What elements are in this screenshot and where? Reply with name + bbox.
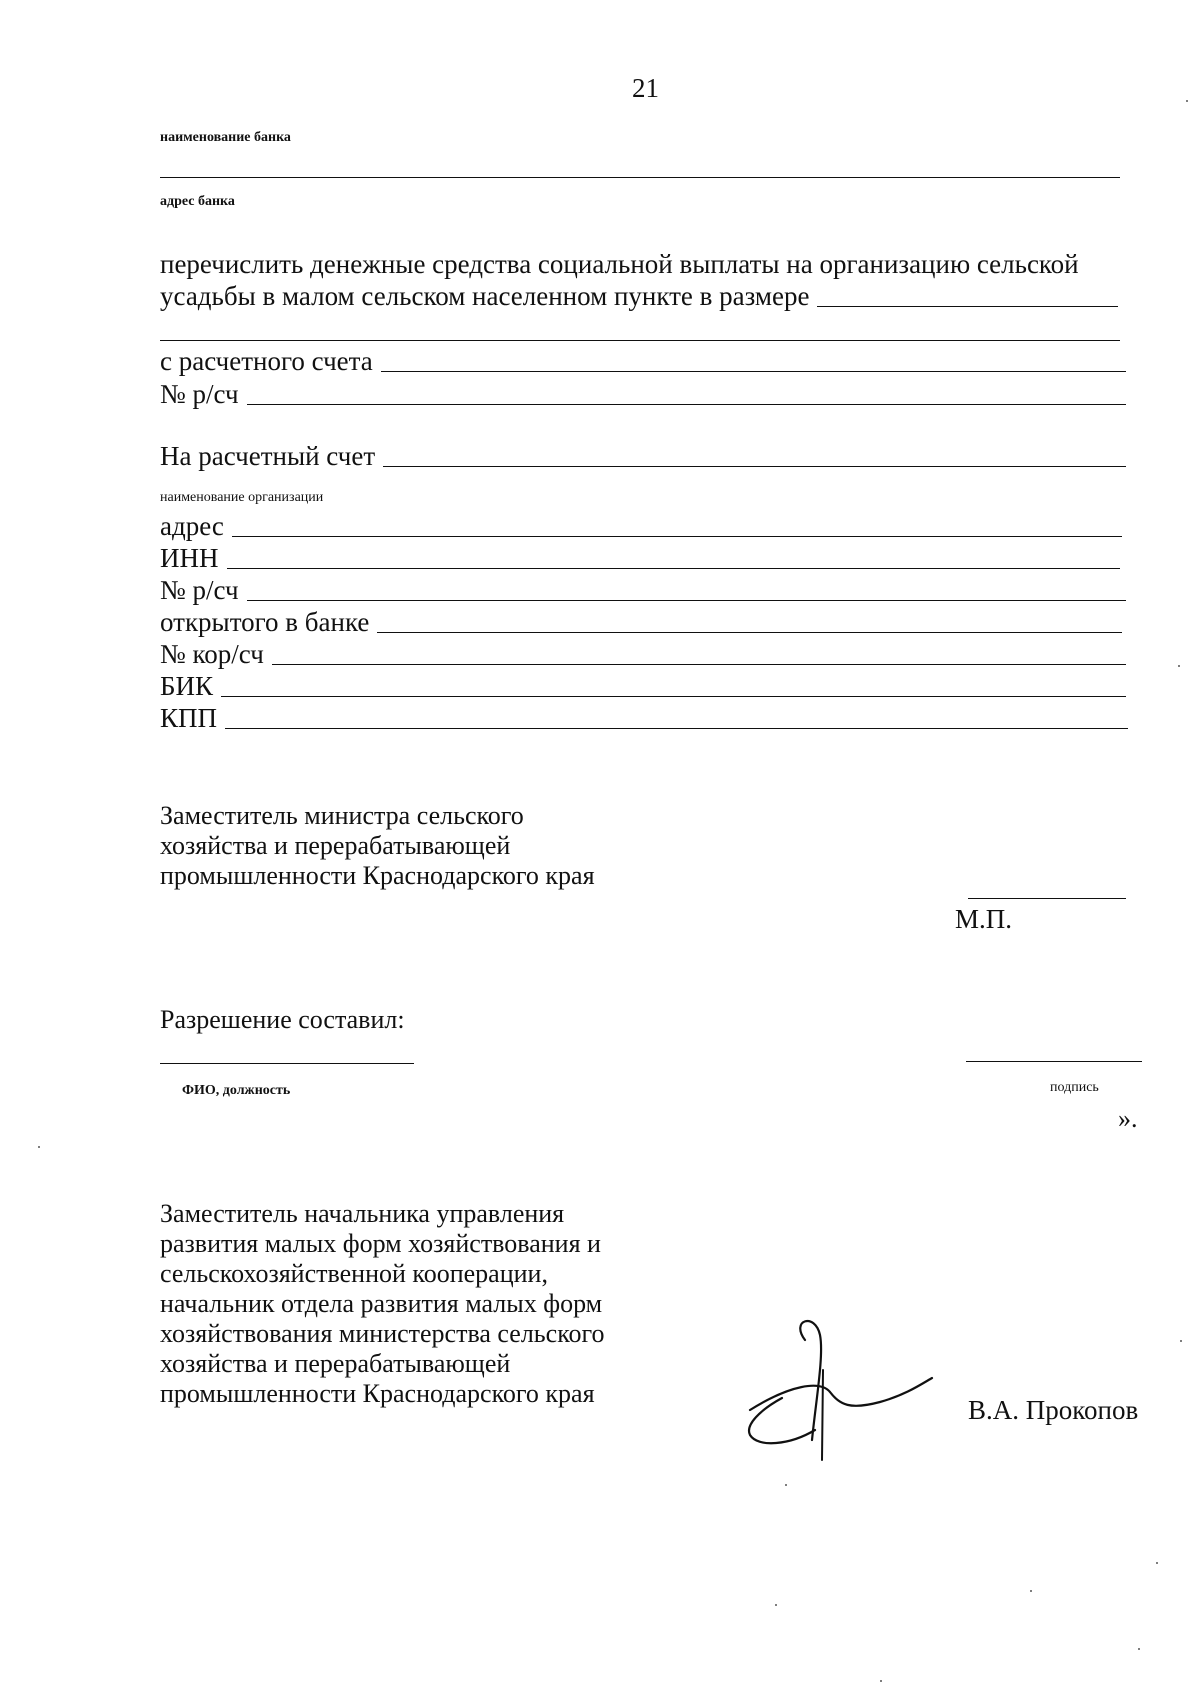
from-account-row (160, 345, 1126, 377)
to-account-row (160, 440, 1126, 472)
title-line: начальник отдела развития малых форм (160, 1289, 603, 1318)
transfer-text-line2: усадьбы в малом сельском населенном пункте в размере (160, 281, 810, 311)
amount-continuation-line (160, 340, 1120, 341)
org-account-field[interactable] (247, 600, 1126, 601)
source-account-no-label: № р/сч (160, 379, 239, 409)
transfer-amount-row (160, 280, 1118, 312)
from-account-field[interactable] (381, 371, 1126, 372)
org-field-row (160, 542, 1120, 574)
source-account-no-field[interactable] (247, 404, 1126, 405)
org-field-row (160, 606, 1122, 638)
name-position-caption: ФИО, должность (182, 1083, 291, 1098)
org-field-label: № р/сч (160, 575, 239, 605)
scan-speck (880, 1680, 882, 1682)
title-line: хозяйствования министерства сельского (160, 1319, 605, 1348)
org-field-label: КПП (160, 703, 218, 733)
scan-speck (38, 1146, 40, 1148)
handwritten-signature (720, 1310, 950, 1470)
signatory-name: В.А. Прокопов (968, 1395, 1139, 1425)
org-field-label: адрес (160, 511, 224, 541)
title-line: Заместитель министра сельского (160, 801, 524, 830)
org-field-label: БИК (160, 671, 214, 701)
title-line: развития малых форм хозяйствования и (160, 1229, 601, 1258)
org-bank-field[interactable] (377, 632, 1122, 633)
compiler-signature-line[interactable] (966, 1061, 1142, 1062)
amount-field[interactable] (817, 306, 1118, 307)
bank-name-caption: наименование банка (160, 130, 291, 145)
scan-speck (1156, 1562, 1158, 1564)
signature-caption: подпись (1050, 1080, 1099, 1095)
bank-address-caption: адрес банка (160, 194, 235, 209)
org-field-row (160, 510, 1122, 542)
org-field-label: № кор/сч (160, 639, 264, 669)
to-account-field[interactable] (383, 466, 1126, 467)
org-field-label: ИНН (160, 543, 219, 573)
scan-speck (1186, 100, 1188, 102)
seal-label: М.П. (955, 904, 1013, 934)
signatory-title (160, 1199, 605, 1409)
compiled-by-label: Разрешение составил: (160, 1005, 405, 1034)
to-account-label: На расчетный счет (160, 441, 376, 471)
org-field-row (160, 574, 1126, 606)
source-account-no-row (160, 378, 1126, 410)
scan-speck (785, 1484, 787, 1486)
org-corr-account-field[interactable] (272, 664, 1126, 665)
from-account-label: с расчетного счета (160, 346, 373, 376)
closing-quote: ». (1118, 1104, 1138, 1133)
org-address-field[interactable] (232, 536, 1122, 537)
org-bik-field[interactable] (221, 696, 1126, 697)
org-inn-field[interactable] (227, 568, 1121, 569)
org-field-row (160, 638, 1126, 670)
scan-speck (1180, 1340, 1182, 1342)
deputy-minister-title (160, 801, 595, 891)
title-line: хозяйства и перерабатывающей (160, 1349, 511, 1378)
title-line: хозяйства и перерабатывающей (160, 831, 511, 860)
bank-name-line (160, 177, 1120, 178)
org-name-caption: наименование организации (160, 490, 324, 505)
page-number: 21 (632, 73, 659, 103)
scan-speck (1178, 665, 1180, 667)
title-line: Заместитель начальника управления (160, 1199, 565, 1228)
title-line: сельскохозяйственной кооперации, (160, 1259, 548, 1288)
minister-signature-line[interactable] (968, 898, 1126, 899)
org-field-row (160, 702, 1128, 734)
compiler-name-line[interactable] (160, 1063, 414, 1064)
org-kpp-field[interactable] (225, 728, 1128, 729)
org-field-label: открытого в банке (160, 607, 370, 637)
title-line: промышленности Краснодарского края (160, 1379, 595, 1408)
scan-speck (1138, 1648, 1140, 1650)
org-field-row (160, 670, 1126, 702)
title-line: промышленности Краснодарского края (160, 861, 595, 890)
scan-speck (775, 1604, 777, 1606)
scan-speck (1030, 1590, 1032, 1592)
transfer-text-line1: перечислить денежные средства социальной выплаты на организацию сельской (160, 249, 1079, 279)
